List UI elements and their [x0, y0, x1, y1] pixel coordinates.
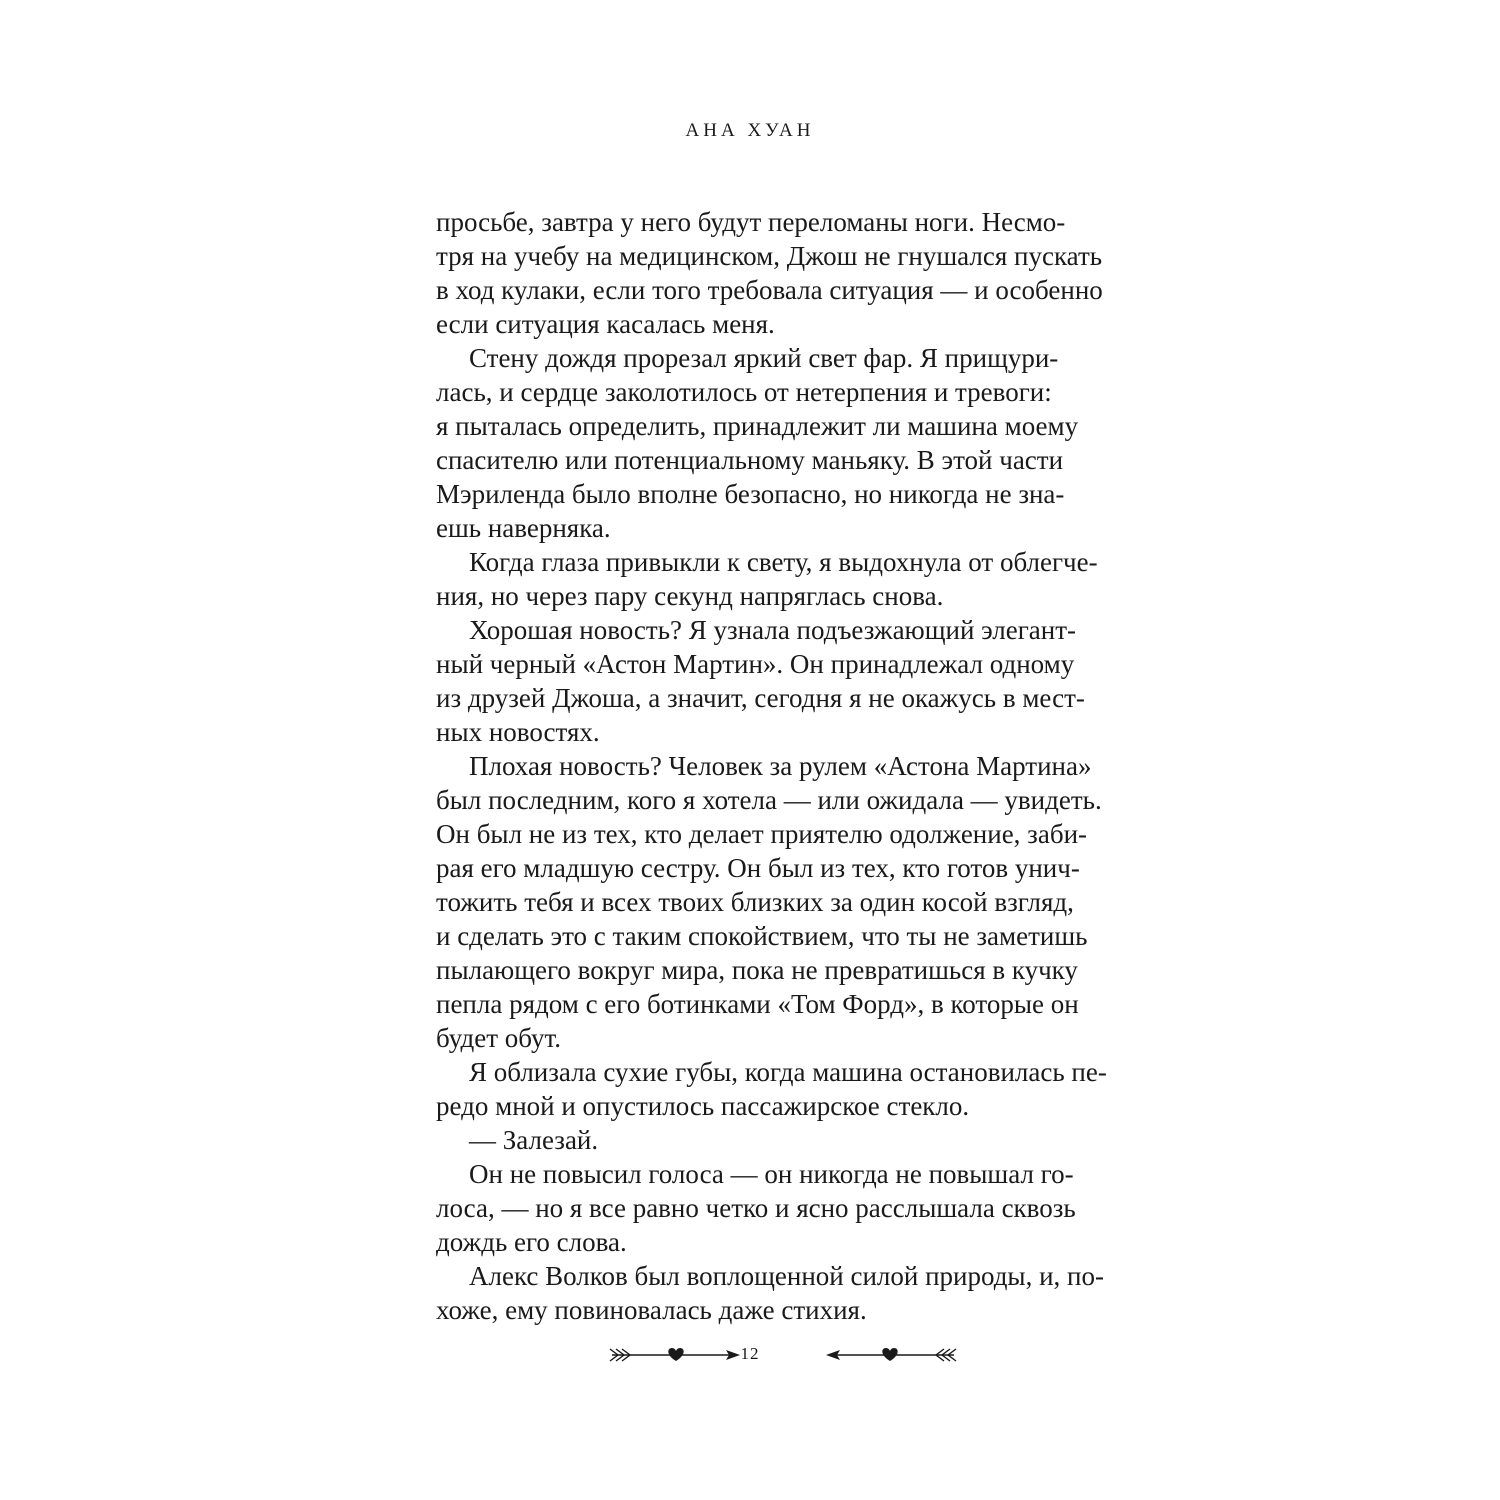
text-line: если ситуация касалась меня. [436, 309, 775, 339]
text-line: редо мной и опустилось пассажирское стекло. [436, 1091, 970, 1121]
text-line: — Залезай. [469, 1125, 599, 1155]
text-line: в ход кулаки, если того требовала ситуация — и особенно [436, 275, 1103, 305]
text-line: лоса, — но я все равно четко и ясно расслышала сквозь [436, 1193, 1076, 1223]
text-line: Алекс Волков был воплощенной силой природы, и, по- [469, 1261, 1104, 1291]
text-line: хоже, ему повиновалась даже стихия. [436, 1295, 867, 1325]
text-line: Плохая новость? Человек за рулем «Астона Мартина» [469, 751, 1092, 781]
arrow-heart-ornament-right-icon [818, 1344, 958, 1366]
text-line: Он не повысил голоса — он никогда не повышал го- [469, 1159, 1074, 1189]
text-line: из друзей Джоша, а значит, сегодня я не окажусь в мест- [436, 683, 1085, 713]
text-line: Когда глаза привыкли к свету, я выдохнула от облегче- [469, 547, 1098, 577]
text-line: тожить тебя и всех твоих близких за один косой взгляд, [436, 887, 1074, 917]
text-line: был последним, кого я хотела — или ожидала — увидеть. [436, 785, 1102, 815]
running-header: АНА ХУАН [685, 120, 815, 141]
text-line: Стену дождя прорезал яркий свет фар. Я прищури- [469, 343, 1059, 373]
text-line: тря на учебу на медицинском, Джош не гнушался пускать [436, 241, 1103, 271]
text-line: пылающего вокруг мира, пока не превратишься в кучку [436, 955, 1078, 985]
text-line: спасителю или потенциальному маньяку. В этой части [436, 445, 1064, 475]
text-line: рая его младшую сестру. Он был из тех, кто готов унич- [436, 853, 1080, 883]
text-line: пепла рядом с его ботинками «Том Форд», в которые он [436, 989, 1079, 1019]
text-line: просьбе, завтра у него будут переломаны ноги. Несмо- [436, 207, 1066, 237]
text-line: Я облизала сухие губы, когда машина остановилась пе- [469, 1057, 1107, 1087]
page-footer [0, 1338, 1500, 1374]
text-line: Мэриленда было вполне безопасно, но никогда не зна- [436, 479, 1065, 509]
text-line: и сделать это с таким спокойствием, что ты не заметишь [436, 921, 1088, 951]
text-line: ешь наверняка. [436, 513, 611, 543]
text-line: ных новостях. [436, 717, 600, 747]
text-line: Он был не из тех, кто делает приятелю одолжение, заби- [436, 819, 1088, 849]
text-line: лась, и сердце заколотилось от нетерпения и тревоги: [436, 377, 1052, 407]
text-line: я пыталась определить, принадлежит ли машина моему [436, 411, 1079, 441]
text-line: ния, но через пару секунд напряглась снова. [436, 581, 944, 611]
page-number: 12 [740, 1344, 760, 1363]
text-line: ный черный «Астон Мартин». Он принадлежал одному [436, 649, 1075, 679]
text-line: Хорошая новость? Я узнала подъезжающий элегант- [469, 615, 1077, 645]
text-line: будет обут. [436, 1023, 562, 1053]
text-line: дождь его слова. [436, 1227, 627, 1257]
